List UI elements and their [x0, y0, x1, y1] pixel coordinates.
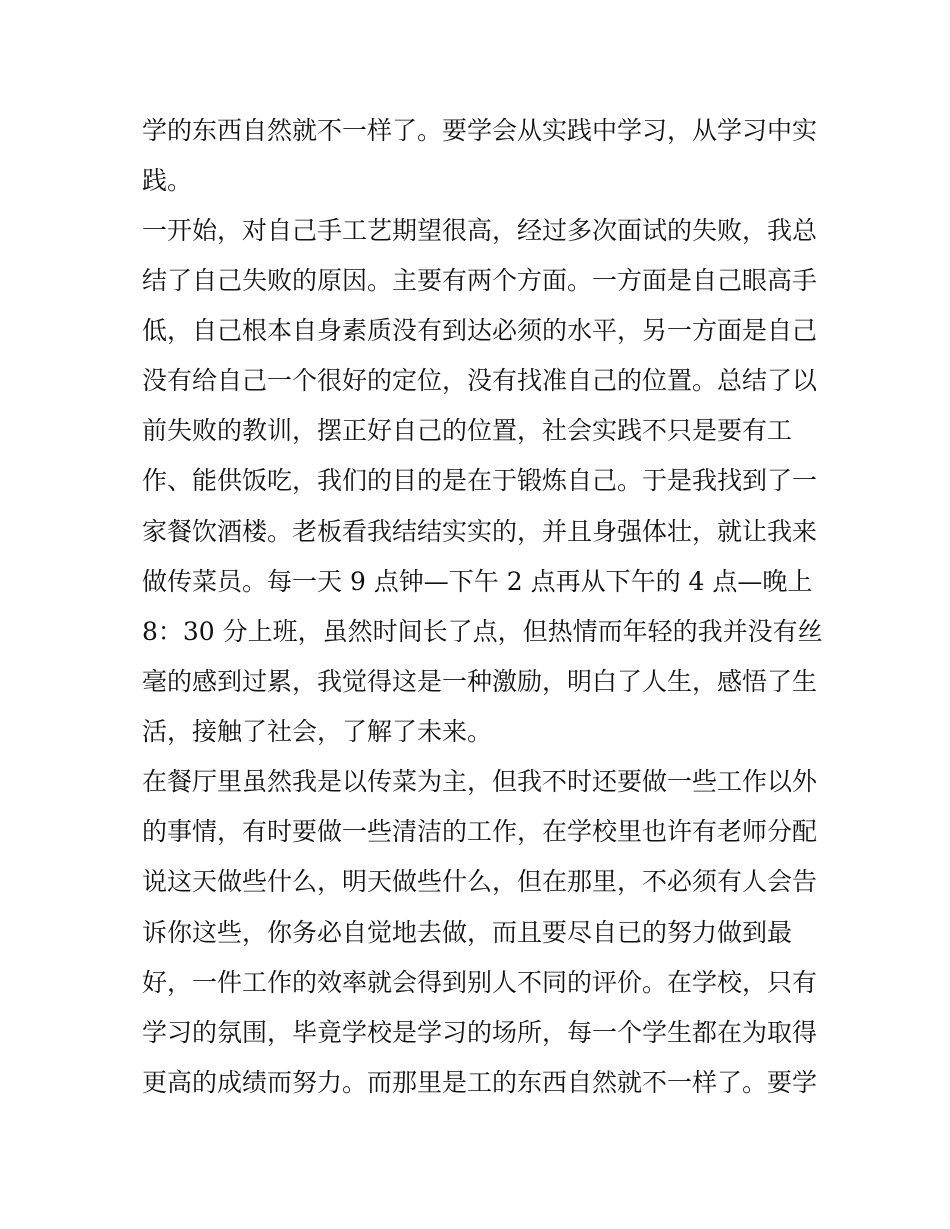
text-line: 作、能供饭吃，我们的目的是在于锻炼自己。于是我找到了一 — [142, 466, 818, 495]
text-line: 的事情，有时要做一些清洁的工作，在学校里也许有老师分配 — [142, 817, 818, 846]
text-line: 在餐厅里虽然我是以传菜为主，但我不时还要做一些工作以外 — [142, 767, 818, 796]
text-line: 没有给自己一个很好的定位，没有找准自己的位置。总结了以 — [142, 366, 818, 395]
text-line: 践。 — [142, 166, 193, 195]
text-line: 诉你这些，你务必自觉地去做，而且要尽自已的努力做到最 — [142, 918, 793, 947]
text-line: 结了自己失败的原因。主要有两个方面。一方面是自己眼高手 — [142, 266, 818, 295]
text-line: 家餐饮酒楼。老板看我结结实实的，并且身强体壮，就让我来 — [142, 517, 818, 546]
text-line: 低，自己根本自身素质没有到达必须的水平，另一方面是自己 — [142, 316, 818, 345]
text-line: 做传菜员。每一天 9 点钟—下午 2 点再从下午的 4 点—晚上 — [142, 567, 813, 596]
text-line: 学习的氛围，毕竟学校是学习的场所，每一个学生都在为取得 — [142, 1018, 818, 1047]
text-line: 一开始，对自己手工艺期望很高，经过多次面试的失败，我总 — [142, 216, 818, 245]
text-line: 说这天做些什么，明天做些什么，但在那里，不必须有人会告 — [142, 867, 818, 896]
text-line: 前失败的教训，摆正好自己的位置，社会实践不只是要有工 — [142, 416, 793, 445]
text-line: 好，一件工作的效率就会得到别人不同的评价。在学校，只有 — [142, 968, 818, 997]
text-line: 学的东西自然就不一样了。要学会从实践中学习，从学习中实 — [142, 116, 818, 145]
text-line: 活，接触了社会，了解了未来。 — [142, 717, 493, 746]
text-line: 毫的感到过累，我觉得这是一种激励，明白了人生，感悟了生 — [142, 667, 818, 696]
text-line: 更高的成绩而努力。而那里是工的东西自然就不一样了。要学 — [142, 1068, 818, 1097]
text-line: 8：30 分上班，虽然时间长了点，但热情而年轻的我并没有丝 — [142, 617, 823, 646]
